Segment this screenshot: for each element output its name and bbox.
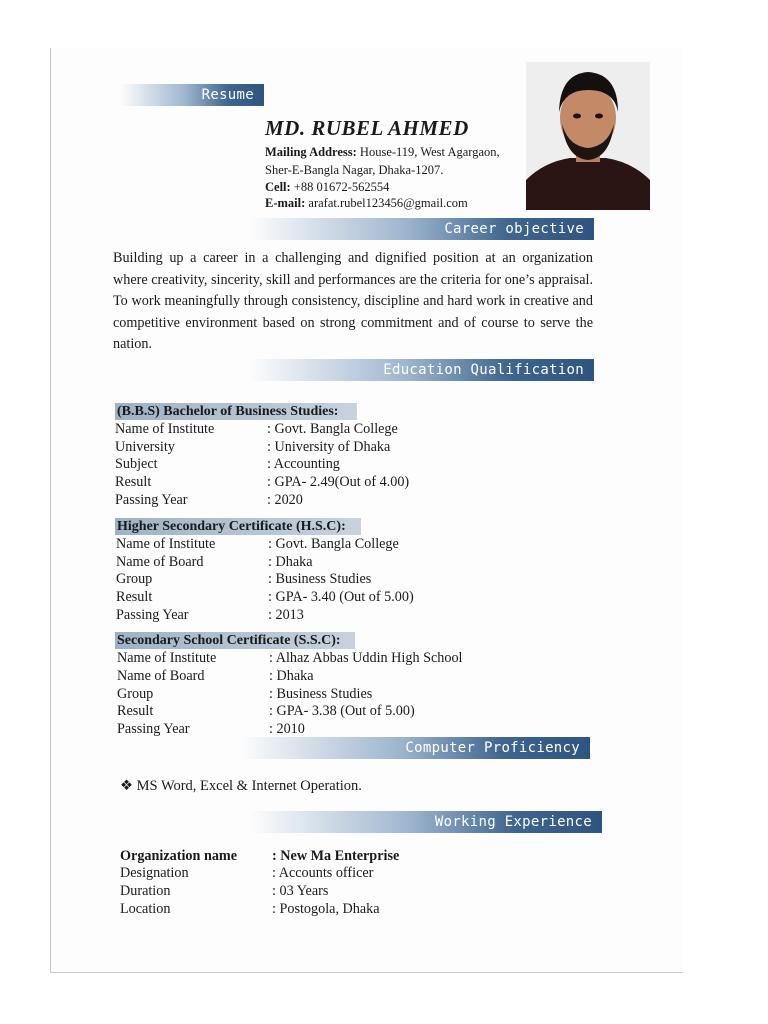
career-objective-text: Building up a career in a challenging and dignified position at an organization where creativity, sincerity, skill and performances are the criteria for one’s appraisal. To work meaningfully through consistency, discipline and hard work in creative and competitive environment based on strong commitment and of course to serve the nation. <box>113 250 593 352</box>
row-label: Group <box>117 686 154 702</box>
row-value: : GPA- 2.49(Out of 4.00) <box>267 474 410 490</box>
row-label: Result <box>116 589 153 605</box>
row-value: : 2020 <box>267 492 303 508</box>
row-value: : Business Studies <box>269 686 373 702</box>
diamond-bullet-icon: ❖ <box>120 778 133 794</box>
row-value: : GPA- 3.40 (Out of 5.00) <box>268 589 414 605</box>
row-label: Name of Institute <box>117 650 217 666</box>
cell-value: +88 01672-562554 <box>293 180 390 194</box>
row-value: : University of Dhaka <box>267 439 391 455</box>
row-label: Subject <box>115 456 158 472</box>
row-label: Organization name <box>120 848 238 864</box>
computer-skill-text: MS Word, Excel & Internet Operation. <box>136 778 362 794</box>
email-label: E-mail: <box>265 196 306 210</box>
email-address <box>265 195 468 212</box>
row-value: : Dhaka <box>269 668 314 684</box>
row-value: : Govt. Bangla College <box>267 421 398 437</box>
row-value: : Alhaz Abbas Uddin High School <box>269 650 463 666</box>
mailing-address <box>265 144 500 161</box>
row-label: Passing Year <box>117 721 190 737</box>
row-value: : 2010 <box>269 721 305 737</box>
applicant-name: MD. RUBEL AHMED <box>265 116 469 140</box>
computer-skill-item <box>120 778 362 795</box>
mailing-value: House-119, West Agargaon, <box>359 145 500 159</box>
row-value: : Dhaka <box>268 554 313 570</box>
row-value: : Postogola, Dhaka <box>272 901 380 917</box>
computer-proficiency-banner: Computer Proficiency <box>240 737 590 759</box>
mailing-label: Mailing Address: <box>265 145 357 159</box>
row-label: Name of Board <box>117 668 205 684</box>
row-label: Designation <box>120 865 189 881</box>
row-value: : Accounting <box>267 456 340 472</box>
row-value: : GPA- 3.38 (Out of 5.00) <box>269 703 415 719</box>
cell-label: Cell: <box>265 180 291 194</box>
row-label: University <box>115 439 175 455</box>
row-label: Result <box>115 474 152 490</box>
row-value: : New Ma Enterprise <box>272 848 400 864</box>
hsc-section-heading: Higher Secondary Certificate (H.S.C): <box>115 518 361 535</box>
row-label: Name of Board <box>116 554 204 570</box>
row-label: Result <box>117 703 154 719</box>
row-label: Name of Institute <box>115 421 215 437</box>
profile-photo <box>526 62 650 210</box>
row-label: Group <box>116 571 153 587</box>
mailing-address-line2: Sher-E-Bangla Nagar, Dhaka-1207. <box>265 163 444 177</box>
row-label: Location <box>120 901 171 917</box>
resume-banner: Resume <box>120 84 264 106</box>
bbs-section-heading: (B.B.S) Bachelor of Business Studies: <box>115 403 357 420</box>
career-objective-banner: Career objective <box>250 218 594 240</box>
ssc-section-heading: Secondary School Certificate (S.S.C): <box>115 632 355 649</box>
profile-photo-icon <box>526 62 650 210</box>
working-experience-banner: Working Experience <box>250 811 602 833</box>
row-label: Passing Year <box>116 607 189 623</box>
row-value: : Accounts officer <box>272 865 374 881</box>
row-value: : 2013 <box>268 607 304 623</box>
row-label: Name of Institute <box>116 536 216 552</box>
cell-number <box>265 179 389 196</box>
row-value: : Govt. Bangla College <box>268 536 399 552</box>
row-value: : 03 Years <box>272 883 329 899</box>
row-label: Passing Year <box>115 492 188 508</box>
education-banner: Education Qualification <box>250 359 594 381</box>
row-value: : Business Studies <box>268 571 372 587</box>
row-label: Duration <box>120 883 171 899</box>
email-value: arafat.rubel123456@gmail.com <box>308 196 468 210</box>
